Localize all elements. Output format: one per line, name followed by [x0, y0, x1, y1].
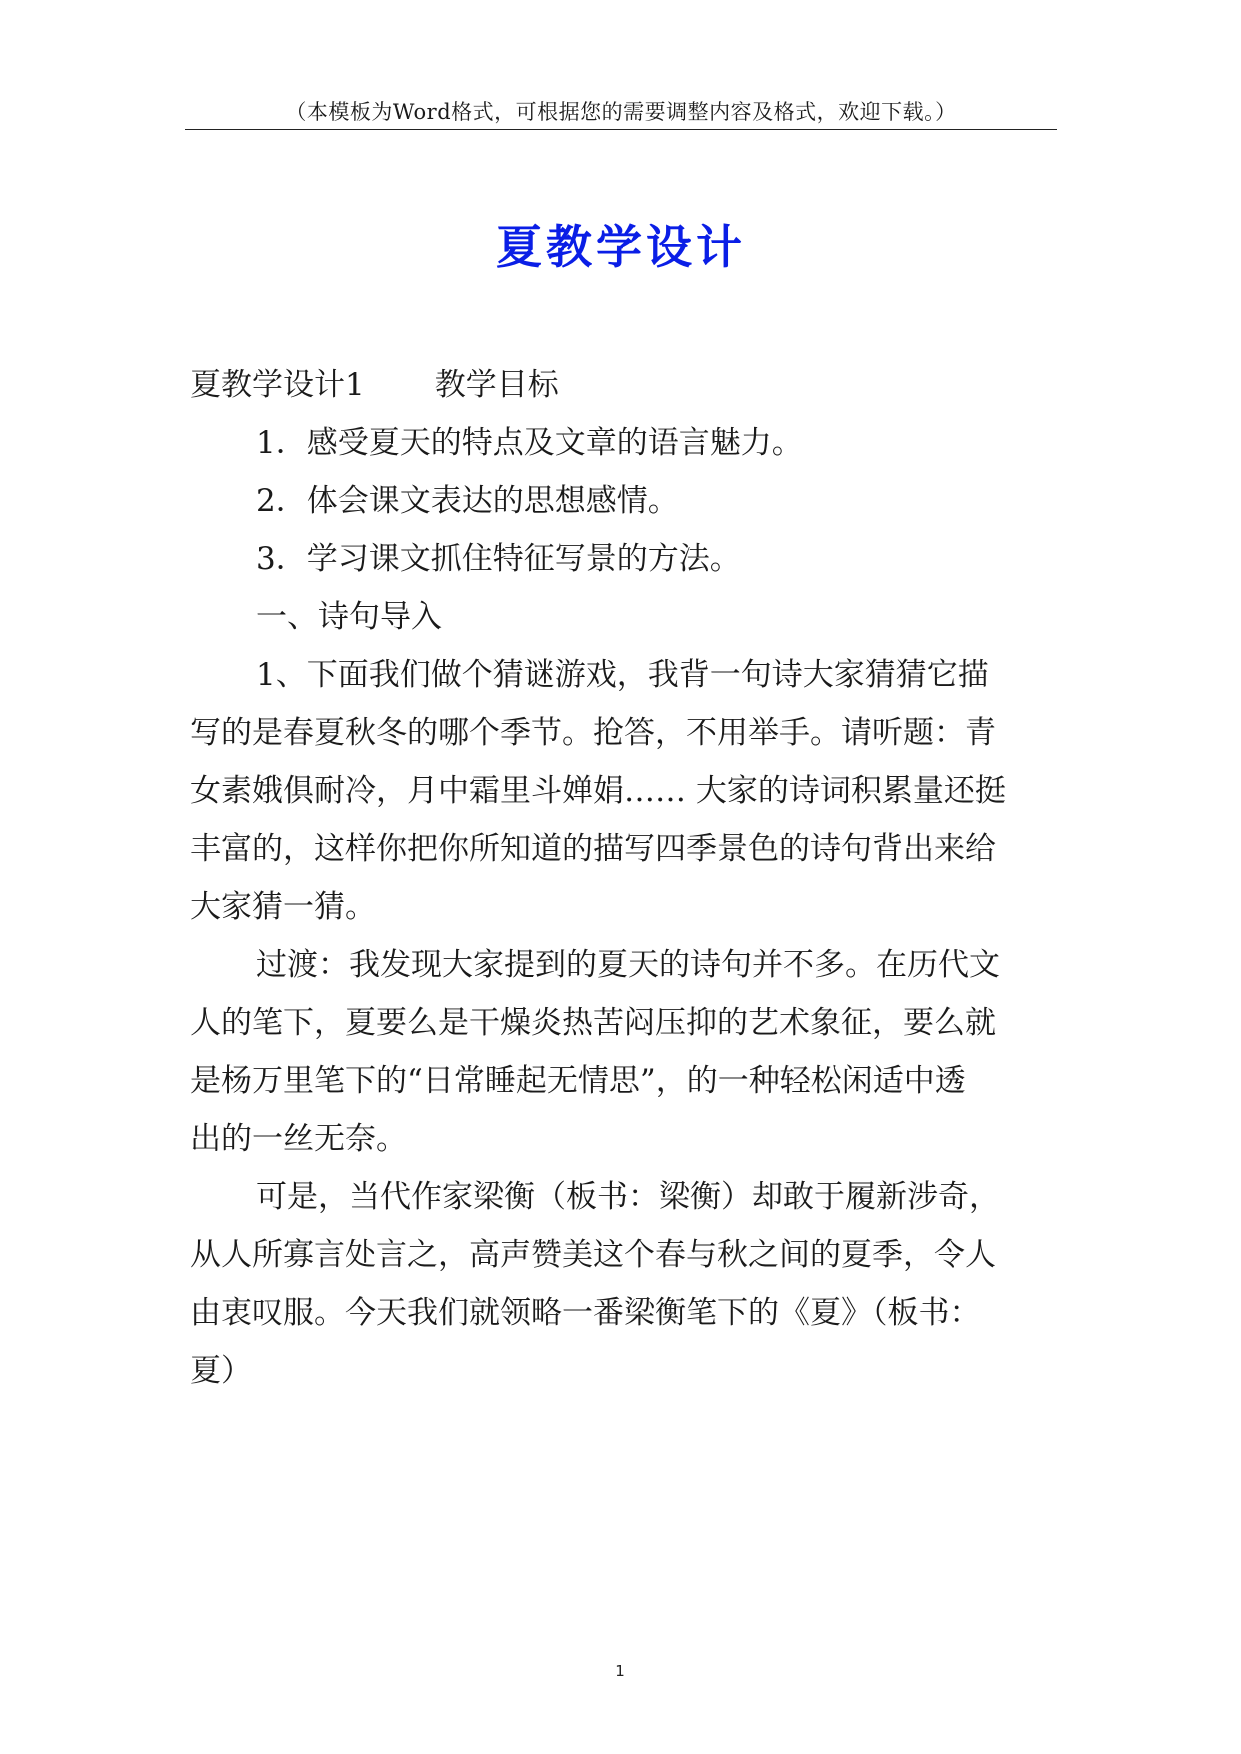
part-heading: 一、诗句导入 [256, 599, 442, 635]
paragraph-line: 人的笔下，夏要么是干燥炎热苦闷压抑的艺术象征，要么就 [190, 1005, 996, 1041]
paragraph-line: 1、下面我们做个猜谜游戏，我背一句诗大家猜猜它描 [256, 657, 989, 693]
paragraph-line: 可是，当代作家梁衡（板书：梁衡）却敢于履新涉奇， [256, 1179, 1000, 1215]
section-heading [190, 365, 559, 405]
page-number: 1 [615, 1662, 625, 1680]
paragraph-line: 丰富的，这样你把你所知道的描写四季景色的诗句背出来给 [190, 831, 996, 867]
header-note: （本模板为Word格式，可根据您的需要调整内容及格式，欢迎下载。） [285, 100, 957, 124]
objective-item: 2．体会课文表达的思想感情。 [256, 483, 679, 519]
paragraph-line: 从人所寡言处言之，高声赞美这个春与秋之间的夏季，令人 [190, 1237, 996, 1273]
objective-item: 3．学习课文抓住特征写景的方法。 [256, 541, 741, 577]
document-title: 夏教学设计 [496, 220, 746, 274]
paragraph-line: 由衷叹服。今天我们就领略一番梁衡笔下的《夏》（板书： [190, 1295, 981, 1331]
paragraph-line: 出的一丝无奈。 [190, 1121, 407, 1157]
objective-item: 1．感受夏天的特点及文章的语言魅力。 [256, 425, 803, 461]
paragraph-line: 写的是春夏秋冬的哪个季节。抢答，不用举手。请听题：青 [190, 715, 996, 751]
header-divider [185, 129, 1057, 130]
section-heading-right: 教学目标 [434, 367, 559, 403]
paragraph-line: 过渡：我发现大家提到的夏天的诗句并不多。在历代文 [256, 947, 1000, 983]
paragraph-line: 大家猜一猜。 [190, 889, 376, 925]
paragraph-line: 夏） [190, 1353, 252, 1389]
paragraph-line: 女素娥俱耐冷，月中霜里斗婵娟…… 大家的诗词积累量还挺 [190, 773, 1006, 809]
section-heading-left: 夏教学设计1 [190, 367, 365, 403]
paragraph-line: 是杨万里笔下的“日常睡起无情思”，的一种轻松闲适中透 [190, 1063, 966, 1099]
